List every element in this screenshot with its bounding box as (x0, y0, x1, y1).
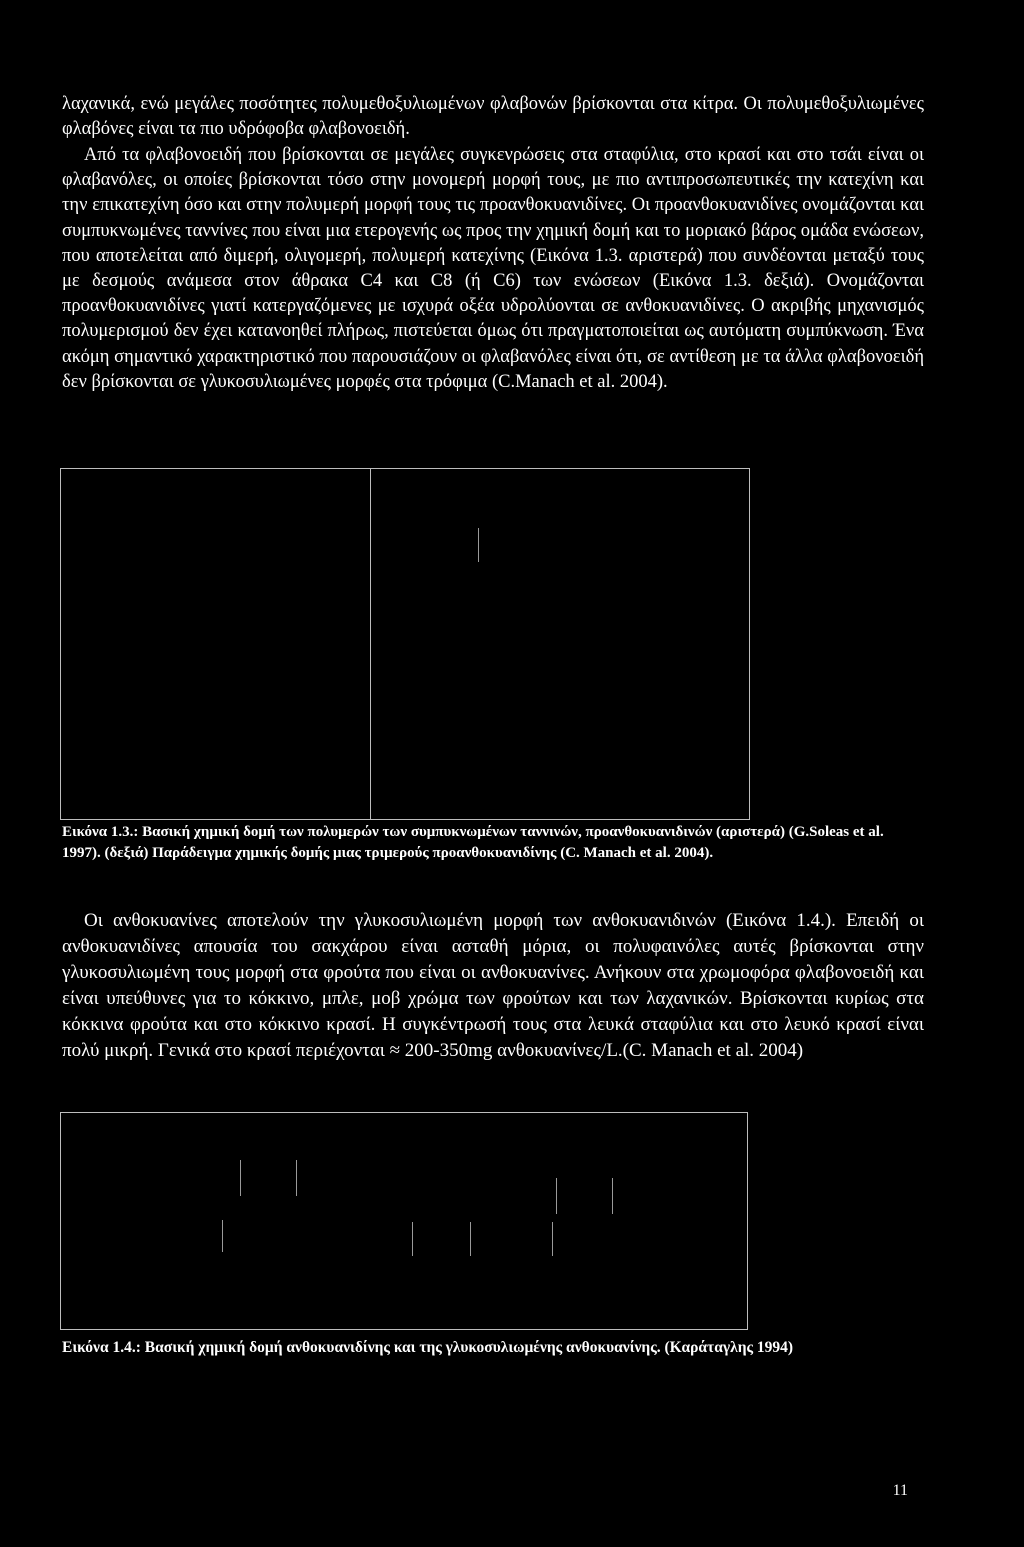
paragraph-anthocyanins: Οι ανθοκυανίνες αποτελούν την γλυκοσυλιωμένη μορφή των ανθοκυανιδινών (Εικόνα 1.4.). Επειδή οι ανθοκυανιδίνες απουσία του σακχάρου είναι ασταθή μόρια, οι πολυφαινόλες αυτές βρίσκονται στην γλυκοσυλιωμένη τους μορφή στα φρούτα που είναι οι ανθοκυανίνες. Ανήκουν στα χρωμοφόρα φλαβονοειδή και είναι υπεύθυνες για το κόκκινο, μπλε, μοβ χρώμα των φρούτων και των λαχανικών. Βρίσκονται κυρίως στα κόκκινα φρούτα και στο κόκκινο κρασί. Η συγκέντρωσή τους στα λευκά σταφύλια και στο λευκό κρασί είναι πολύ μικρή. Γενικά στο κρασί περιέχονται ≈ 200-350mg ανθοκυανίνες/L.(C. Manach et al. 2004) (62, 910, 924, 1061)
figure-1-4-bond-mark (222, 1220, 223, 1252)
figure-1-3-caption: Εικόνα 1.3.: Βασική χημική δομή των πολυμερών των συμπυκνωμένων ταννινών, προανθοκυανιδινών (αριστερά) (G.Soleas et al. 1997). (δεξιά) Παράδειγμα χημικής δομής μιας τριμερούς προανθοκυανιδίνης (C. Manach et al. 2004). (62, 824, 884, 861)
figure-1-4-bond-mark (612, 1178, 613, 1214)
figure-1-4-bond-mark (296, 1160, 297, 1196)
page-number: 11 (892, 1482, 908, 1499)
figure-1-3 (60, 468, 750, 820)
figure-1-4 (60, 1112, 748, 1330)
figure-1-4-bond-mark (412, 1222, 413, 1256)
figure-1-4-caption: Εικόνα 1.4.: Βασική χημική δομή ανθοκυανιδίνης και της γλυκοσυλιωμένης ανθοκυανίνης. (Καράταγλης 1994) (62, 1339, 794, 1356)
paragraph-flavanols: Από τα φλαβονοειδή που βρίσκονται σε μεγάλες συγκενρώσεις στα σταφύλια, στο κρασί και στο τσάι είναι οι φλαβανόλες, οι οποίες βρίσκονται τόσο στην μονομερή μορφή τους, με πιο αντιπροσωπευτικές την κατεχίνη και την επικατεχίνη όσο και στην πολυμερή μορφή τους τις προανθοκυανιδίνες. Οι προανθοκυανιδίνες ονομάζονται και συμπυκνωμένες ταννίνες που είναι μια ετερογενής ως προς την χημική δομή και το μοριακό βάρος ομάδα ενώσεων, που αποτελείται από διμερή, ολιγομερή, πολυμερή κατεχίνης (Εικόνα 1.3. αριστερά) που συνδέονται μεταξύ τους με δεσμούς ανάμεσα στον άθρακα C4 και C8 (ή C6) των ενώσεων (Εικόνα 1.3. δεξιά). Ονομάζονται προανθοκυανιδίνες γιατί κατεργαζόμενες με ισχυρά οξέα υδρολύονται σε ανθοκυανιδίνες. Ο ακριβής μηχανισμός πολυμερισμού δεν έχει κατανοηθεί πλήρως, πιστεύεται όμως ότι πραγματοποιείται ως αυτόματη συμπύκνωση. Ένα ακόμη σημαντικό χαρακτηριστικό που παρουσιάζουν οι φλαβανόλες είναι ότι, σε αντίθεση με τα άλλα φλαβονοειδή δεν βρίσκονται σε γλυκοσυλιωμένες μορφές στα τρόφιμα (C.Manach et al. 2004). (62, 145, 924, 392)
figure-1-3-divider (370, 468, 371, 820)
figure-1-4-bond-mark (240, 1160, 241, 1196)
paragraph-continuation: λαχανικά, ενώ μεγάλες ποσότητες πολυμεθοξυλιωμένων φλαβονών βρίσκονται στα κίτρα. Οι πολυμεθοξυλιωμένες φλαβόνες είναι τα πιο υδρόφοβα φλαβονοειδή. (62, 94, 924, 140)
figure-1-4-bond-mark (556, 1178, 557, 1214)
figure-1-4-bond-mark (470, 1222, 471, 1256)
figure-1-4-bond-mark (552, 1222, 553, 1256)
figure-1-3-bond-mark (478, 528, 479, 562)
